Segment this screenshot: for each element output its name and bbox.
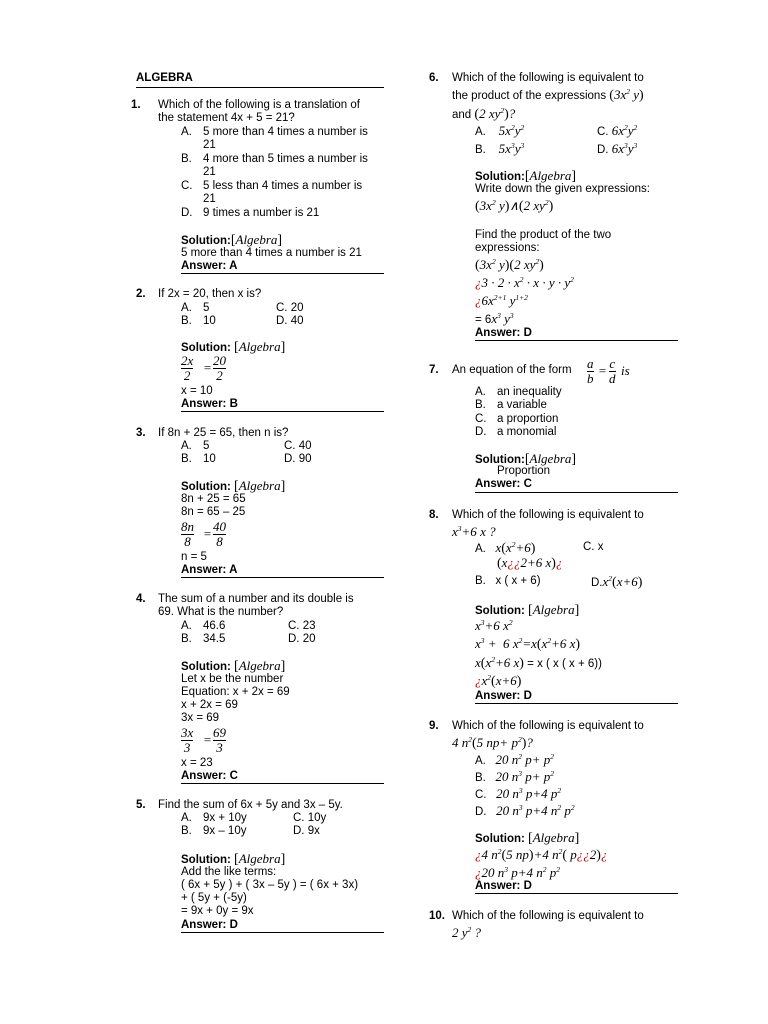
q8-option-b: B. x ( x + 6) — [475, 575, 541, 587]
q2-fraction-left: $\frac{2x}{2}$ — [181, 353, 194, 383]
q2-equals: = — [203, 360, 212, 375]
q8-step-4: ¿$x^2(x+6)$ — [475, 673, 522, 689]
q4-option-b: 34.5 — [203, 633, 226, 645]
q2-option-a: 5 — [203, 302, 210, 314]
q10-question: Which of the following is equivalent to — [452, 910, 644, 922]
q3-option-c: C. 40 — [284, 440, 312, 452]
q6-step-1: Write down the given expressions: — [475, 183, 650, 195]
q6-rule — [475, 340, 678, 341]
q5-solution-label: Solution: [Algebra] — [181, 851, 286, 867]
q5-step-1: Add the like terms: — [181, 866, 277, 878]
q8-solution-label: Solution: [Algebra] — [475, 602, 580, 618]
q4-rule — [181, 783, 384, 784]
q6-question-end: and (2 $xy^2$)? — [452, 106, 516, 122]
q6-product: ($3x^2$ y)(2 $xy^2$) — [475, 257, 544, 273]
q2-rule — [181, 411, 384, 412]
page-title: ALGEBRA — [136, 72, 193, 84]
q5-number: 5. — [136, 799, 146, 811]
q5-answer: Answer: D — [181, 919, 238, 931]
q9-option-d: D. 20 $n^3$ p+4 $n^2$ $p^2$ — [475, 803, 575, 818]
q1-solution-text: 5 more than 4 times a number is 21 — [181, 247, 362, 259]
q6-step-2: Find the product of the two — [475, 229, 612, 241]
q3-option-b-letter: B. — [181, 453, 192, 465]
q1-option-a-letter: A. — [181, 126, 192, 138]
q2-option-b: 10 — [203, 315, 216, 327]
q3-option-a: 5 — [203, 440, 210, 452]
q4-question-cont: 69. What is the number? — [158, 606, 284, 618]
q5-option-b-letter: B. — [181, 825, 192, 837]
q7-question: An equation of the form — [452, 364, 572, 376]
q4-fraction-right: $\frac{69}{3}$ — [213, 725, 226, 755]
q9-question: Which of the following is equivalent to — [452, 720, 644, 732]
q3-equals: = — [203, 526, 212, 541]
q10-expression: 2 $y^2$ ? — [452, 925, 482, 940]
q5-option-d: D. 9x — [293, 825, 320, 837]
q6-option-a: A. $5x^2y^2$ — [475, 123, 525, 138]
q4-result: x = 23 — [181, 757, 213, 769]
q5-step-4: = 9x + 0y = 9x — [181, 905, 254, 917]
q2-number: 2. — [136, 288, 146, 300]
q7-option-d-letter: D. — [475, 426, 487, 438]
q3-rule — [181, 577, 384, 578]
q9-step-2: ¿20 $n^3$ p+4 $n^2$ $p^2$ — [475, 865, 561, 880]
q6-solution-label: Solution:[Algebra] — [475, 168, 577, 184]
q8-question: Which of the following is equivalent to — [452, 509, 644, 521]
q7-option-c: a proportion — [497, 413, 559, 425]
q3-step-1: 8n + 25 = 65 — [181, 493, 246, 505]
q2-solution-label: Solution: [Algebra] — [181, 339, 286, 355]
q4-option-a: 46.6 — [203, 620, 226, 632]
q4-solution-label: Solution: [Algebra] — [181, 658, 286, 674]
q4-option-b-letter: B. — [181, 633, 192, 645]
q2-option-b-letter: B. — [181, 315, 192, 327]
q2-option-a-letter: A. — [181, 302, 192, 314]
q3-fraction-right: $\frac{40}{8}$ — [213, 519, 226, 549]
q1-option-c-letter: C. — [181, 180, 193, 192]
q4-option-d: D. 20 — [288, 633, 316, 645]
q6-expressions: ($3x^2$ y)∧(2 $xy^2$) — [475, 198, 554, 214]
q5-rule — [181, 932, 384, 933]
q6-product-step: ¿$3 \cdot 2 \cdot x^2 \cdot x \cdot y \cdot y^2$ — [475, 275, 574, 290]
q10-number: 10. — [429, 910, 445, 922]
q1-question-cont: the statement 4x + 5 = 21? — [158, 112, 295, 124]
q1-option-d: 9 times a number is 21 — [203, 207, 320, 219]
q7-fraction-left: $\frac{a}{b}$ — [587, 356, 594, 386]
q9-option-b: B. 20 $n^3$ $p+ p^2$ — [475, 769, 554, 784]
q9-answer: Answer: D — [475, 880, 532, 892]
q5-question: Find the sum of 6x + 5y and 3x – 5y. — [158, 799, 343, 811]
q9-solution-label: Solution: [Algebra] — [475, 830, 580, 846]
q7-equals: = — [598, 363, 607, 378]
q1-option-a: 5 more than 4 times a number is — [203, 126, 368, 138]
q5-step-2: ( 6x + 5y ) + ( 3x – 5y ) = ( 6x + 3x) — [181, 879, 359, 891]
q2-question: If 2x = 20, then x is? — [158, 288, 262, 300]
q8-rule — [475, 703, 678, 704]
q4-step-2: Equation: x + 2x = 69 — [181, 686, 290, 698]
q5-option-a: 9x + 10y — [203, 812, 247, 824]
q6-result: = $6x^3$ $y^3$ — [475, 311, 514, 326]
q4-fraction-left: $\frac{3x}{3}$ — [181, 725, 194, 755]
q4-option-c: C. 23 — [288, 620, 316, 632]
q8-step-3: $x(x^2+6$ x) = x ( x ( x + 6)) — [475, 655, 602, 671]
q7-answer: Answer: C — [475, 478, 532, 490]
q4-option-a-letter: A. — [181, 620, 192, 632]
q1-option-d-letter: D. — [181, 207, 193, 219]
q6-answer: Answer: D — [475, 327, 532, 339]
q8-step-2: $x^3 + 6$ $x^2=x(x^2+6$ x) — [475, 636, 581, 652]
q7-fraction-right: $\frac{c}{d}$ — [609, 356, 616, 386]
q7-option-a: an inequality — [497, 386, 562, 398]
q2-option-d: D. 40 — [276, 315, 304, 327]
q3-question: If 8n + 25 = 65, then n is? — [158, 427, 289, 439]
q6-number: 6. — [429, 72, 439, 84]
q7-is: is — [621, 363, 630, 378]
q2-fraction-right: $\frac{20}{2}$ — [213, 353, 226, 383]
q1-option-b-letter: B. — [181, 153, 192, 165]
q6-question: Which of the following is equivalent to — [452, 72, 644, 84]
q9-number: 9. — [429, 720, 439, 732]
q4-number: 4. — [136, 593, 146, 605]
q9-step-1: ¿4 $n^2(5$ np)+4 $n^2$( p¿¿2)¿ — [475, 847, 608, 863]
q3-solution-label: Solution: [Algebra] — [181, 478, 286, 494]
q5-option-b: 9x – 10y — [203, 825, 247, 837]
q7-rule — [475, 492, 678, 493]
q1-option-b: 4 more than 5 times a number is — [203, 153, 368, 165]
q1-number: 1. — [131, 99, 141, 111]
q7-number: 7. — [429, 364, 439, 376]
q1-option-a-cont: 21 — [203, 139, 216, 151]
q6-option-b: B. $5x^3y^3$ — [475, 141, 525, 156]
q1-question: Which of the following is a translation of — [158, 99, 360, 111]
q2-option-c: C. 20 — [276, 302, 304, 314]
q7-solution-label: Solution:[Algebra] — [475, 451, 577, 467]
q8-number: 8. — [429, 509, 439, 521]
q7-option-b-letter: B. — [475, 399, 486, 411]
q9-expression: 4 $n^2(5$ $np+ p^2$)? — [452, 735, 533, 751]
q3-option-a-letter: A. — [181, 440, 192, 452]
q8-answer: Answer: D — [475, 690, 532, 702]
q4-step-4: 3x = 69 — [181, 712, 220, 724]
q4-question: The sum of a number and its double is — [158, 593, 354, 605]
q3-option-b: 10 — [203, 453, 216, 465]
q1-option-c-cont: 21 — [203, 193, 216, 205]
q1-option-b-cont: 21 — [203, 166, 216, 178]
q7-option-b: a variable — [497, 399, 547, 411]
q5-step-3: + ( 5y + (-5y) — [181, 892, 247, 904]
q1-rule — [181, 273, 384, 274]
q8-option-c-cont: (x¿¿2+6 x)¿ — [497, 555, 563, 571]
q7-option-a-letter: A. — [475, 386, 486, 398]
q6-option-c: C. $6x^2y^2$ — [597, 123, 638, 138]
q8-expression: $x^3+6$ x ? — [452, 524, 496, 539]
q3-fraction-left: $\frac{8n}{8}$ — [181, 519, 194, 549]
q3-step-2: 8n = 65 – 25 — [181, 506, 246, 518]
q8-step-1: $x^3+6$ $x^2$ — [475, 618, 513, 633]
title-rule — [136, 87, 384, 88]
q2-answer: Answer: B — [181, 398, 238, 410]
q7-solution-text: Proportion — [497, 465, 551, 477]
q9-option-a: A. 20 $n^2$ $p+ p^2$ — [475, 752, 554, 767]
q6-step-3: expressions: — [475, 242, 540, 254]
q6-option-d: D. $6x^3y^3$ — [597, 141, 638, 156]
q1-answer: Answer: A — [181, 260, 238, 272]
q8-option-a: A. $x(x^2+6)$ — [475, 540, 536, 556]
q1-option-c: 5 less than 4 times a number is — [203, 180, 363, 192]
q3-number: 3. — [136, 427, 146, 439]
q2-result: x = 10 — [181, 385, 213, 397]
q9-rule — [475, 893, 678, 894]
q6-question-cont: the product of the expressions ($3x^2$ y) — [452, 87, 644, 103]
q4-answer: Answer: C — [181, 770, 238, 782]
q8-option-d: $D.x^2(x+6)$ — [591, 574, 643, 590]
q9-option-c: C. 20 $n^3$ p+4 $p^2$ — [475, 786, 562, 801]
q4-equals: = — [203, 732, 212, 747]
q4-step-1: Let x be the number — [181, 673, 284, 685]
q4-step-3: x + 2x = 69 — [181, 699, 238, 711]
q6-exponents: ¿$6x^{2+1}$ $y^{1+2}$ — [475, 293, 528, 308]
q3-option-d: D. 90 — [284, 453, 312, 465]
q1-solution-label: Solution:[Algebra] — [181, 232, 283, 248]
q8-option-c: C. x — [583, 541, 604, 553]
q5-option-c: C. 10y — [293, 812, 327, 824]
q7-option-c-letter: C. — [475, 413, 487, 425]
q3-answer: Answer: A — [181, 564, 238, 576]
q3-result: n = 5 — [181, 551, 207, 563]
q7-option-d: a monomial — [497, 426, 557, 438]
q5-option-a-letter: A. — [181, 812, 192, 824]
